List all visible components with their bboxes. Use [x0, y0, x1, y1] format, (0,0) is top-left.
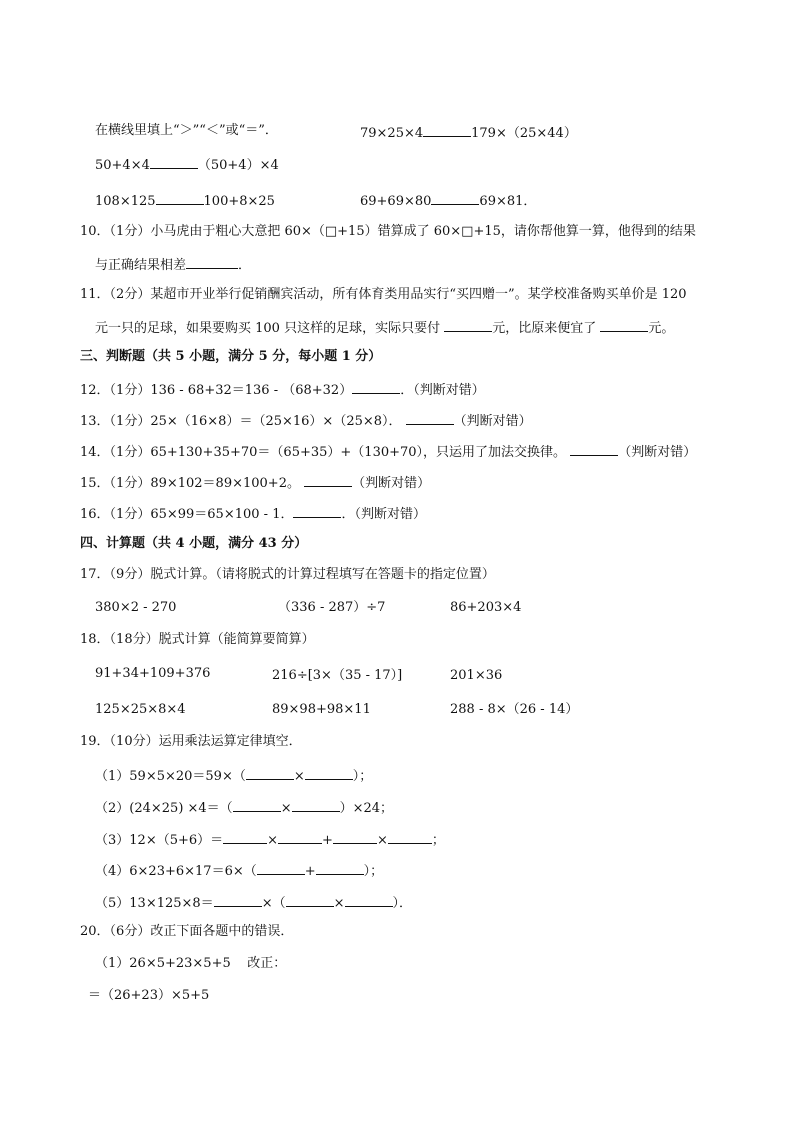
- answer-blank[interactable]: [286, 892, 334, 907]
- expr-18-1: 91+34+109+376: [95, 666, 211, 681]
- expr-18-4: 125×25×8×4: [95, 702, 186, 717]
- section-3-heading: 三、判断题（共 5 小题，满分 5 分，每小题 1 分）: [80, 349, 382, 364]
- expr-17-3: 86+203×4: [450, 600, 522, 615]
- answer-blank[interactable]: [186, 254, 238, 269]
- question-10: 10．（1分）小马虎由于粗心大意把 60×（□+15）错算成了 60×□+15，请你帮他算一算，他得到的结果: [80, 224, 696, 239]
- question-17: 17．（9分）脱式计算。（请将脱式的计算过程填写在答题卡的指定位置）: [80, 567, 495, 582]
- answer-blank[interactable]: [345, 892, 393, 907]
- answer-blank[interactable]: [406, 410, 454, 425]
- question-19-4: （4）6×23+6×17＝6×（ + ）；: [95, 860, 383, 881]
- answer-blank[interactable]: [444, 317, 492, 332]
- answer-blank[interactable]: [293, 503, 341, 518]
- question-19-3: （3）12×（5+6）＝ × + × ；: [95, 829, 445, 850]
- line-cmp3: 108×125 100+8×25: [95, 190, 275, 211]
- question-11: 11．（2分）某超市开业举行促销酬宾活动，所有体育类用品实行“买四赠一”。某学校准备购买单价是 120: [80, 287, 687, 302]
- answer-blank[interactable]: [431, 190, 479, 205]
- question-19-5: （5）13×125×8＝ ×（ × ）．: [95, 892, 412, 913]
- answer-blank[interactable]: [388, 829, 432, 844]
- question-19: 19．（10分）运用乘法运算定律填空．: [80, 734, 302, 749]
- answer-blank[interactable]: [156, 190, 204, 205]
- answer-blank[interactable]: [233, 797, 281, 812]
- answer-blank[interactable]: [214, 892, 262, 907]
- question-20: 20．（6分）改正下面各题中的错误．: [80, 924, 294, 939]
- answer-blank[interactable]: [278, 829, 322, 844]
- answer-blank[interactable]: [600, 317, 648, 332]
- question-14: 14．（1分）65+130+35+70＝（65+35）+（130+70），只运用了加法交换律。 （判断对错）: [80, 441, 696, 462]
- answer-blank[interactable]: [150, 154, 198, 169]
- question-15: 15．（1分）89×102＝89×100+2。 （判断对错）: [80, 472, 430, 493]
- line-cmp2: 50+4×4 （50+4）×4: [95, 154, 279, 175]
- expr-18-3: 201×36: [450, 668, 503, 683]
- question-18: 18．（18分）脱式计算（能简算要简算）: [80, 632, 315, 647]
- instruction-text: 在横线里填上“＞”“＜”或“＝”．: [95, 123, 278, 138]
- expr-18-6: 288 - 8×（26 - 14）: [450, 702, 579, 717]
- question-13: 13．（1分）25×（16×8）＝（25×16）×（25×8）． （判断对错）: [80, 410, 532, 431]
- line-intro: [95, 122, 278, 140]
- expr-17-2: （336 - 287）÷7: [278, 600, 386, 615]
- question-10-cont: 与正确结果相差 ．: [95, 254, 251, 275]
- answer-blank[interactable]: [304, 472, 352, 487]
- expr-18-5: 89×98+98×11: [272, 702, 371, 717]
- answer-blank[interactable]: [352, 379, 400, 394]
- section-4-heading: 四、计算题（共 4 小题，满分 43 分）: [80, 536, 308, 551]
- answer-blank[interactable]: [292, 797, 340, 812]
- question-20-1: （1）26×5+23×5+5 改正：: [95, 956, 287, 971]
- answer-blank[interactable]: [257, 860, 305, 875]
- question-11-cont: 元一只的足球，如果要购买 100 只这样的足球，实际只要付 元，比原来便宜了 元。: [95, 317, 674, 338]
- expr-17-1: 380×2 - 270: [95, 600, 177, 615]
- line-cmp4: 69+69×80 69×81．: [360, 190, 536, 211]
- answer-blank[interactable]: [316, 860, 364, 875]
- answer-blank[interactable]: [223, 829, 267, 844]
- question-12: 12．（1分）136 - 68+32＝136 - （68+32） ．（判断对错）: [80, 379, 485, 400]
- line-cmp1: 79×25×4 179×（25×44）: [360, 122, 577, 143]
- question-16: 16．（1分）65×99＝65×100 - 1． ．（判断对错）: [80, 503, 426, 524]
- question-19-2: （2）(24×25) ×4＝（ × ）×24；: [95, 797, 393, 818]
- question-19-1: （1）59×5×20＝59×（ × ）；: [95, 765, 372, 786]
- expr-18-2: 216÷[3×（35 - 17）]: [272, 668, 403, 683]
- answer-blank[interactable]: [570, 441, 618, 456]
- question-20-1-step: ＝（26+23）×5+5: [88, 988, 210, 1003]
- answer-blank[interactable]: [246, 765, 294, 780]
- answer-blank[interactable]: [333, 829, 377, 844]
- answer-blank[interactable]: [423, 122, 471, 137]
- answer-blank[interactable]: [305, 765, 353, 780]
